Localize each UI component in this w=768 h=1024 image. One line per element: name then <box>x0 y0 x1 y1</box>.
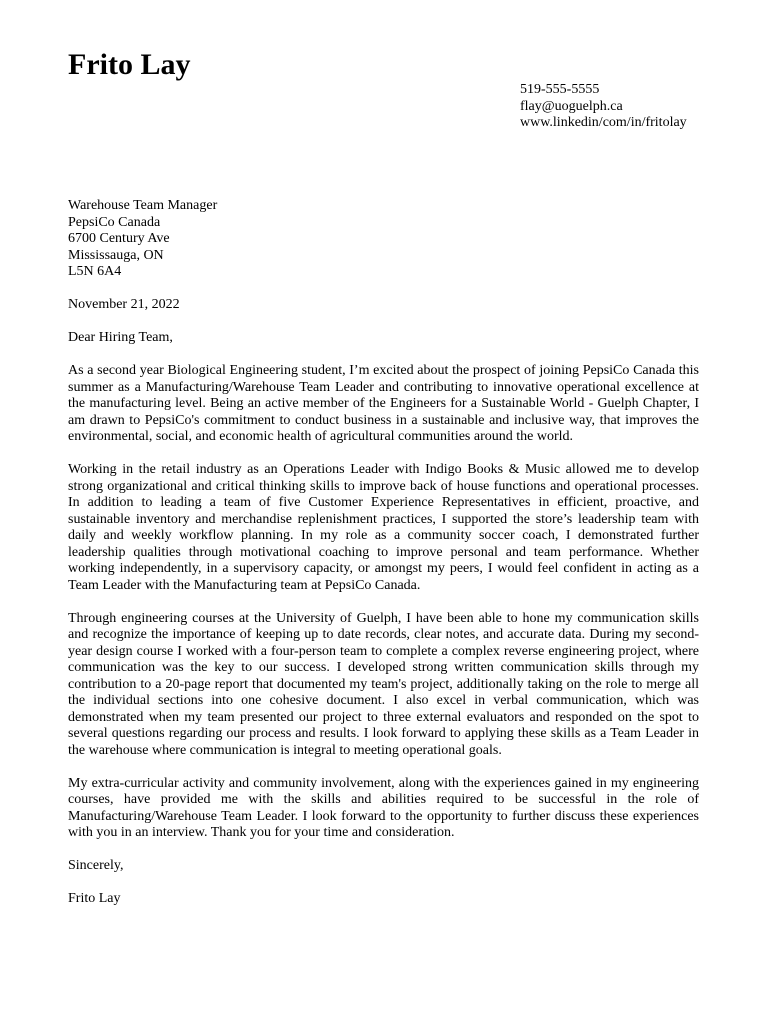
paragraph-retail-experience: Working in the retail industry as an Operations Leader with Indigo Books & Music allowed me to develop strong organizational and critical thinking skills to improve back of house functions and operational processes. In addition to leading a team of five Customer Experience Representatives in efficient, proactive, and sustainable inventory and merchandise replenishment practices, I supported the store’s leadership team with daily and weekly workflow planning. In my role as a community soccer coach, I demonstrated further leadership qualities through motivational coaching to improve personal and team performance. Whether working independently, in a supervisory capacity, or amongst my peers, I would feel confident in acting as a Team Leader with the Manufacturing team at PepsiCo Canada. <box>68 462 699 593</box>
contact-linkedin: www.linkedin/com/in/fritolay <box>520 115 687 130</box>
paragraph-engineering-courses: Through engineering courses at the University of Guelph, I have been able to hone my communication skills and recognize the importance of keeping up to date records, clear notes, and accurate data. During my second-year design course I worked with a four-person team to complete a complex reverse engineering project, where communication was the key to our success. I developed strong written communication skills through my contribution to a 20-page report that documented my team's project, additionally taking on the role to merge all the individual sections into one cohesive document. I also excel in verbal communication, which was demonstrated when my team presented our project to three external evaluators and responded on the spot to several questions regarding our process and results. I look forward to applying these skills as a Team Leader in the warehouse where communication is integral to meeting operational goals. <box>68 610 699 758</box>
contact-email: flay@uoguelph.ca <box>520 98 623 114</box>
salutation: Dear Hiring Team, <box>68 330 173 345</box>
sender-name: Frito Lay <box>68 48 191 81</box>
recipient-address <box>68 198 699 281</box>
signature: Frito Lay <box>68 891 121 906</box>
recipient-company: PepsiCo Canada <box>68 214 161 230</box>
paragraph-intro: As a second year Biological Engineering student, I’m excited about the prospect of joining PepsiCo Canada this summer as a Manufacturing/Warehouse Team Leader and contributing to innovative operational excellence at the manufacturing level. Being an active member of the Engineers for a Sustainable World - Guelph Chapter, I am drawn to PepsiCo's commitment to conduct business in a sustainable and inclusive way, that improves the environmental, social, and economic health of agricultural communities around the world. <box>68 363 699 444</box>
paragraph-conclusion: My extra-curricular activity and community involvement, along with the experiences gained in my engineering courses, have provided me with the skills and abilities required to be successful in the role of Manufacturing/Warehouse Team Leader. I look forward to the opportunity to further discuss these experiences with you in an interview. Thank you for your time and consideration. <box>68 775 699 840</box>
recipient-postal: L5N 6A4 <box>68 264 122 279</box>
letter-body <box>68 198 699 908</box>
contact-phone: 519-555-5555 <box>520 82 600 97</box>
recipient-street: 6700 Century Ave <box>68 231 170 246</box>
recipient-city: Mississauga, ON <box>68 247 164 263</box>
letter-date: November 21, 2022 <box>68 297 180 312</box>
contact-info <box>520 82 687 132</box>
closing: Sincerely, <box>68 858 124 873</box>
recipient-title: Warehouse Team Manager <box>68 198 218 213</box>
